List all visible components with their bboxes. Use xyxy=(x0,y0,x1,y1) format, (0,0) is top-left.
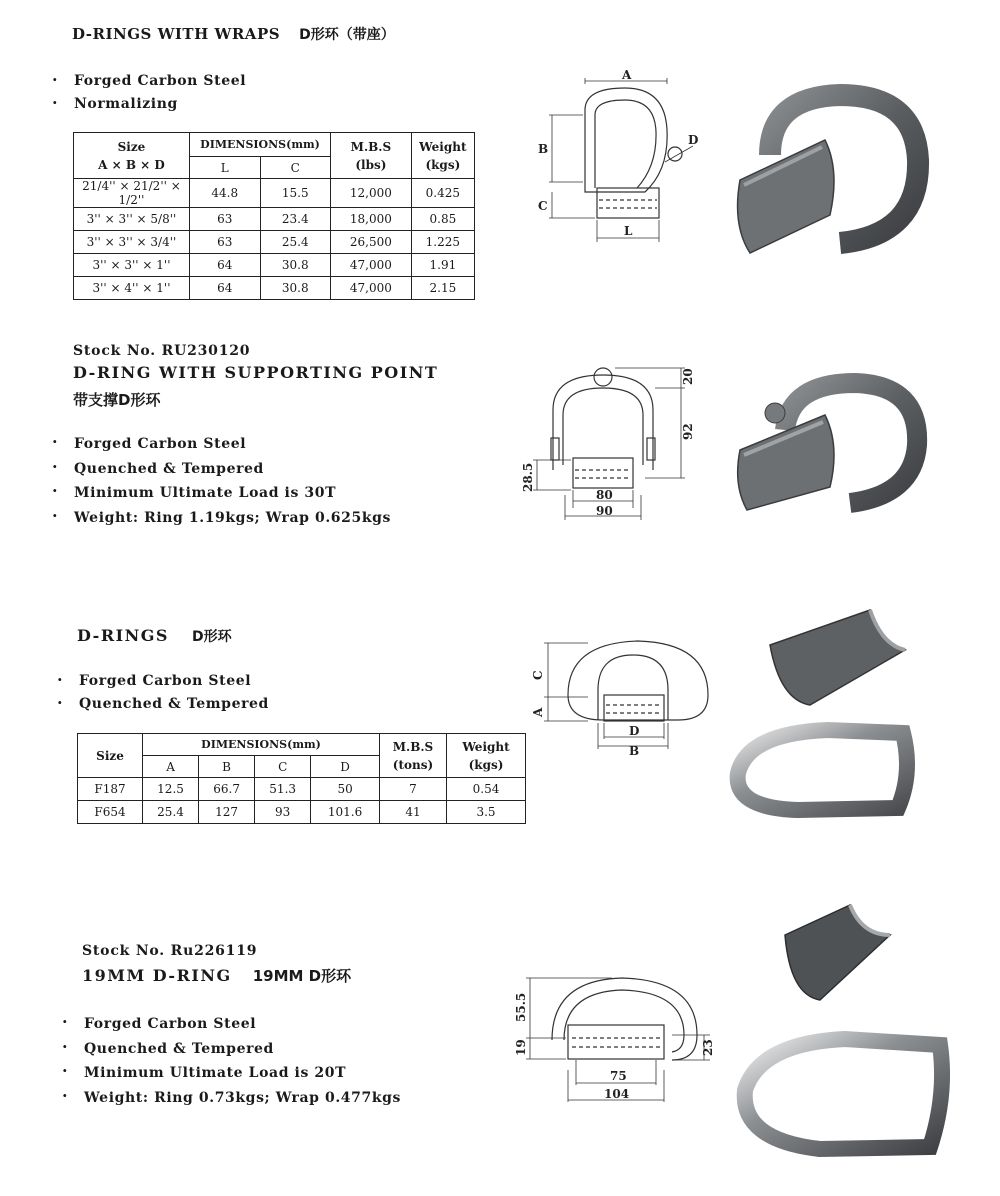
dim-label: C xyxy=(531,670,545,680)
section1-title: D-RINGS WITH WRAPS xyxy=(72,25,281,43)
section2-title-cn: 带支撑D形环 xyxy=(73,391,161,409)
section3-features xyxy=(57,670,269,716)
feature-item: · Weight: Ring 0.73kgs; Wrap 0.477kgs xyxy=(62,1086,401,1111)
feature-item: · Quenched & Tempered xyxy=(52,457,391,482)
dim-label: 20 xyxy=(681,368,695,385)
col-B: B xyxy=(199,756,255,778)
col-L: L xyxy=(189,157,260,179)
section4-title: 19MM D-RING xyxy=(82,966,232,985)
section1-spec-table xyxy=(73,132,475,300)
dim-label: A xyxy=(531,707,545,717)
col-mbs: M.B.S (lbs) xyxy=(331,133,412,179)
col-weight: Weight (kgs) xyxy=(411,133,474,179)
section2-stock-number: Stock No. RU230120 xyxy=(73,343,251,359)
col-D: D xyxy=(311,756,380,778)
col-size: Size A × B × D xyxy=(74,133,190,179)
section4-heading xyxy=(82,965,351,986)
feature-item: · Minimum Ultimate Load is 20T xyxy=(62,1061,401,1086)
section2-title: D-RING WITH SUPPORTING POINT xyxy=(73,363,439,382)
dim-label: 90 xyxy=(596,504,613,518)
dim-label: 80 xyxy=(596,488,613,502)
feature-item: · Forged Carbon Steel xyxy=(62,1012,401,1037)
section3-technical-diagram xyxy=(528,625,728,758)
dim-label: 28.5 xyxy=(521,462,535,492)
col-A: A xyxy=(143,756,199,778)
section4-stock-number: Stock No. Ru226119 xyxy=(82,943,258,959)
feature-item: · Minimum Ultimate Load is 30T xyxy=(52,481,391,506)
table-row: 3'' × 3'' × 5/8'' 63 23.4 18,000 0.85 xyxy=(74,208,475,231)
dim-label: D xyxy=(629,724,640,738)
section2-features xyxy=(52,432,391,530)
section3-title: D-RINGS xyxy=(77,626,169,645)
section3-title-cn: D形环 xyxy=(192,629,232,645)
col-dimensions: DIMENSIONS(mm) xyxy=(143,734,380,756)
dim-label: 104 xyxy=(604,1087,630,1101)
d-ring-19mm-photo xyxy=(725,1025,955,1165)
table-row: 3'' × 3'' × 1'' 64 30.8 47,000 1.91 xyxy=(74,254,475,277)
section3-spec-table xyxy=(77,733,526,824)
dim-label: D xyxy=(688,133,699,147)
dim-label: L xyxy=(624,224,633,238)
table-row: 3'' × 3'' × 3/4'' 63 25.4 26,500 1.225 xyxy=(74,231,475,254)
dim-label: 23 xyxy=(701,1039,715,1056)
section1-heading xyxy=(72,24,395,44)
feature-item: · Quenched & Tempered xyxy=(62,1037,401,1062)
dim-label: 55.5 xyxy=(514,992,528,1022)
col-dimensions: DIMENSIONS(mm) xyxy=(189,133,330,157)
section3-heading xyxy=(77,626,232,646)
wrap-photo-19mm xyxy=(770,900,900,1010)
d-ring-photo xyxy=(718,718,918,818)
dim-label: A xyxy=(622,68,632,82)
dim-label: 75 xyxy=(610,1069,627,1083)
col-C: C xyxy=(260,157,331,179)
feature-item: · Forged Carbon Steel xyxy=(57,670,269,693)
section1-features xyxy=(52,70,246,116)
feature-item: · Forged Carbon Steel xyxy=(52,432,391,457)
table-row: F187 12.5 66.7 51.3 50 7 0.54 xyxy=(78,778,526,801)
section4-technical-diagram xyxy=(512,960,715,1105)
col-mbs: M.B.S (tons) xyxy=(380,734,447,778)
feature-item: · Quenched & Tempered xyxy=(57,693,269,716)
col-size: Size xyxy=(78,734,143,778)
table-row: 3'' × 4'' × 1'' 64 30.8 47,000 2.15 xyxy=(74,277,475,300)
section1-technical-diagram xyxy=(525,70,725,250)
col-C: C xyxy=(255,756,311,778)
dim-label: 19 xyxy=(514,1039,528,1056)
section2-technical-diagram xyxy=(515,360,695,520)
wrap-photo xyxy=(720,605,920,710)
dim-label: 92 xyxy=(681,423,695,440)
section1-title-cn: D形环（带座） xyxy=(299,27,395,43)
d-ring-with-wrap-photo xyxy=(730,85,935,260)
col-weight: Weight (kgs) xyxy=(447,734,526,778)
d-ring-supporting-point-photo xyxy=(735,375,935,515)
dim-label: B xyxy=(629,744,640,758)
feature-item: · Forged Carbon Steel xyxy=(52,70,246,93)
feature-item: · Weight: Ring 1.19kgs; Wrap 0.625kgs xyxy=(52,506,391,531)
feature-item: · Normalizing xyxy=(52,93,246,116)
dim-label: B xyxy=(538,142,549,156)
table-row: 21/4'' × 21/2'' × 1/2'' 44.8 15.5 12,000 0.425 xyxy=(74,179,475,208)
section4-features xyxy=(62,1012,401,1110)
section4-title-cn: 19MM D形环 xyxy=(252,967,352,985)
table-row: F654 25.4 127 93 101.6 41 3.5 xyxy=(78,801,526,824)
dim-label: C xyxy=(538,199,548,213)
